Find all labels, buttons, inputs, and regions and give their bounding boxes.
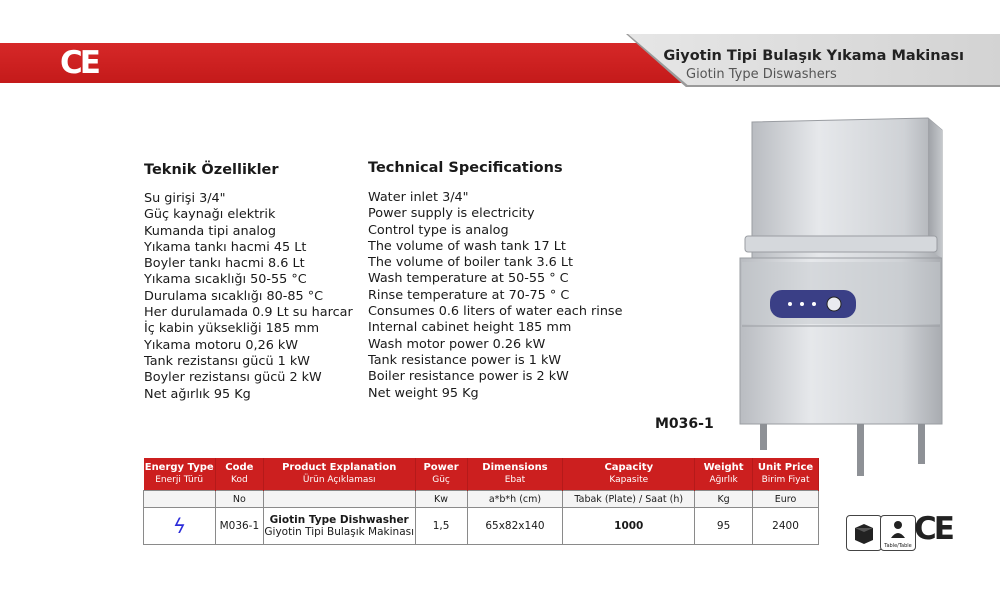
product-cell (263, 508, 415, 545)
page-title-tr: Giyotin Tipi Bulaşık Yıkama Makinası (663, 48, 964, 64)
specs-tr-title: Teknik Özellikler (144, 162, 279, 178)
table-icon-label: Table/Table (884, 543, 912, 549)
specs-tr-item: İç kabin yüksekliği 185 mm (144, 321, 320, 337)
ce-mark-bottom: CE (914, 511, 952, 547)
weight-cell: 95 (695, 508, 753, 545)
specs-en-item: Tank resistance power is 1 kW (368, 352, 562, 368)
table-row (144, 508, 819, 545)
specs-en-item: Wash motor power 0.26 kW (368, 336, 546, 352)
specs-en-item: Rinse temperature at 70-75 ° C (368, 287, 570, 303)
col-header-product: Product Explanation Ürün Açıklaması (263, 458, 415, 491)
box-package-icon (846, 515, 882, 551)
table-units-row (144, 491, 819, 508)
specs-tr-item: Boyler tankı hacmi 8.6 Lt (144, 256, 305, 272)
unit-cell: Euro (753, 491, 819, 508)
specs-en-item: Control type is analog (368, 222, 509, 238)
col-header-code: Code Kod (215, 458, 263, 491)
unit-cell (263, 491, 415, 508)
power-cell: 1,5 (415, 508, 467, 545)
specs-tr-item: Net ağırlık 95 Kg (144, 386, 251, 402)
col-header-capacity: Capacity Kapasite (563, 458, 695, 491)
unit-cell: Kw (415, 491, 467, 508)
unit-cell: Tabak (Plate) / Saat (h) (563, 491, 695, 508)
col-header-dimensions: Dimensions Ebat (467, 458, 563, 491)
specs-en-title: Technical Specifications (368, 160, 563, 176)
specs-tr-item: Boyler rezistansı gücü 2 kW (144, 370, 322, 386)
price-cell: 2400 (753, 508, 819, 545)
specs-tr-item: Yıkama motoru 0,26 kW (144, 337, 298, 353)
electric-bolt-icon: ϟ (172, 514, 187, 538)
specs-tr-item: Yıkama sıcaklığı 50-55 °C (144, 272, 307, 288)
specs-en-item: Internal cabinet height 185 mm (368, 320, 572, 336)
specs-tr-item: Güç kaynağı elektrik (144, 207, 276, 223)
col-header-power: Power Güç (415, 458, 467, 491)
capacity-cell: 1000 (563, 508, 695, 545)
price-table (143, 458, 819, 545)
code-cell: M036-1 (215, 508, 263, 545)
model-code-label: M036-1 (655, 416, 714, 432)
page-title-en: Giotin Type Diswashers (686, 67, 837, 82)
specs-en-item: Consumes 0.6 liters of water each rinse (368, 304, 623, 320)
col-header-price: Unit Price Birim Fiyat (753, 458, 819, 491)
col-header-energy: Energy Type Enerji Türü (144, 458, 216, 491)
specs-en-item: The volume of wash tank 17 Lt (368, 238, 566, 254)
specs-en-item: Boiler resistance power is 2 kW (368, 369, 569, 385)
ce-mark-logo: CE (60, 45, 98, 81)
unit-cell: a*b*h (cm) (467, 491, 563, 508)
col-header-weight: Weight Ağırlık (695, 458, 753, 491)
table-person-icon (880, 515, 916, 551)
specs-tr-item: Kumanda tipi analog (144, 223, 276, 239)
specs-en-item: The volume of boiler tank 3.6 Lt (368, 255, 574, 271)
table-header-row (144, 458, 819, 491)
dimensions-cell: 65x82x140 (467, 508, 563, 545)
unit-cell: Kg (695, 491, 753, 508)
specs-tr-item: Su girişi 3/4" (144, 191, 226, 206)
specs-tr-item: Durulama sıcaklığı 80-85 °C (144, 288, 324, 304)
specs-en-item: Wash temperature at 50-55 ° C (368, 271, 569, 287)
energy-cell (144, 508, 216, 545)
unit-cell (144, 491, 216, 508)
specs-en-item: Water inlet 3/4" (368, 190, 469, 205)
unit-cell: No (215, 491, 263, 508)
specs-tr-item: Yıkama tankı hacmi 45 Lt (144, 239, 307, 255)
product-name: Giotin Type Dishwasher (269, 514, 409, 526)
specs-en-item: Power supply is electricity (368, 206, 535, 222)
product-subtitle: Giyotin Tipi Bulaşık Makinası (264, 526, 415, 538)
specs-en-item: Net weight 95 Kg (368, 385, 479, 401)
specs-tr-item: Tank rezistansı gücü 1 kW (144, 353, 310, 369)
specs-tr-item: Her durulamada 0.9 Lt su harcar (144, 305, 353, 321)
